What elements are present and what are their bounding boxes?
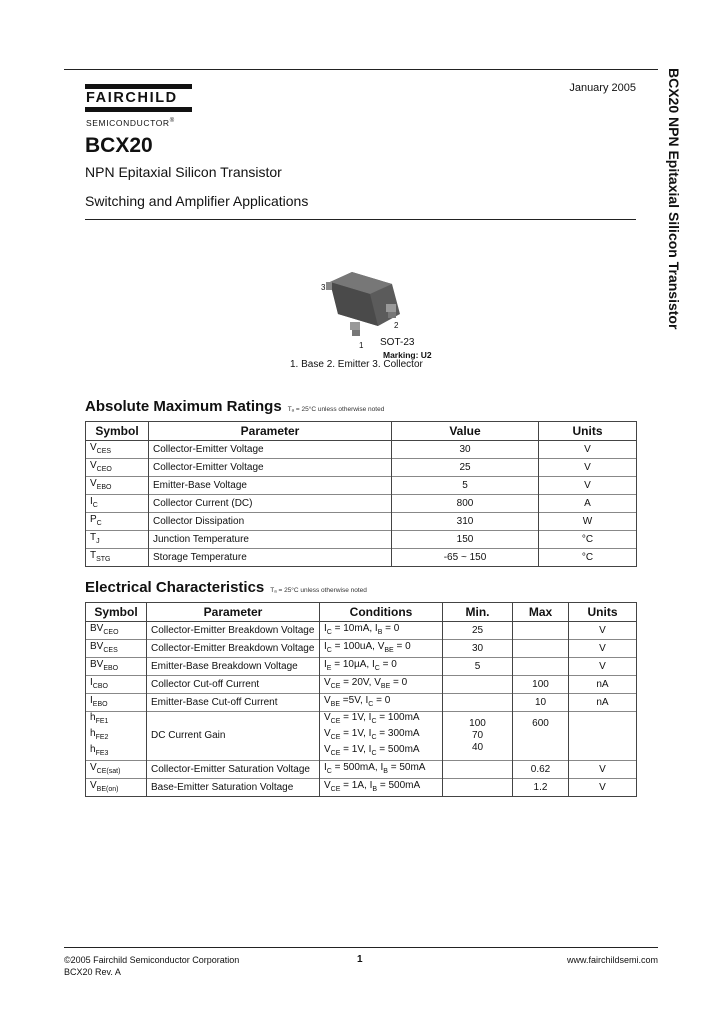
cell-units: nA bbox=[569, 694, 637, 712]
cell-units: V bbox=[569, 658, 637, 676]
cell-min: 30 bbox=[443, 640, 513, 658]
symbol: $h_{FE2}$ bbox=[90, 728, 109, 741]
footer-copyright: ©2005 Fairchild Semiconductor Corporation bbox=[64, 955, 240, 965]
page-number: 1 bbox=[357, 954, 363, 965]
cell-max bbox=[513, 622, 569, 640]
footer-revision: BCX20 Rev. A bbox=[64, 967, 121, 977]
part-number: BCX20 bbox=[85, 134, 153, 157]
cell-units: V bbox=[569, 640, 637, 658]
cell-value: -65 ~ 150 bbox=[392, 549, 539, 567]
cell-conditions: $V_{CE} = 1V$, $I_C = 100mA$ $V_{CE} = 1V$, $I_C = 300mA$ $V_{CE} = 1V$, $I_C = 500mA$ bbox=[320, 712, 443, 761]
cell-symbol bbox=[86, 441, 149, 459]
col-value: Value bbox=[392, 422, 539, 441]
symbol: $I_{EBO}$ bbox=[90, 694, 108, 708]
cell-parameter: Emitter-Base Cut-off Current bbox=[147, 694, 320, 712]
cell-units bbox=[569, 712, 637, 761]
cell-parameter: Collector Dissipation bbox=[149, 513, 392, 531]
symbol: $P_C$ bbox=[90, 513, 102, 527]
cell-units: °C bbox=[539, 549, 637, 567]
table-row bbox=[86, 640, 637, 658]
table-row bbox=[86, 622, 637, 640]
cell-units: V bbox=[539, 441, 637, 459]
cell-symbol bbox=[86, 779, 147, 797]
col-units: Units bbox=[539, 422, 637, 441]
cell-symbol bbox=[86, 676, 147, 694]
package-marking: Marking: U2 bbox=[383, 350, 432, 360]
table-row bbox=[86, 658, 637, 676]
title-rule bbox=[85, 219, 636, 220]
symbol: $I_{CBO}$ bbox=[90, 676, 108, 690]
device-applications: Switching and Amplifier Applications bbox=[85, 193, 309, 209]
cell-min: 100 70 40 bbox=[443, 712, 513, 761]
col-units: Units bbox=[569, 603, 637, 622]
cell-min bbox=[443, 761, 513, 779]
symbol: $h_{FE1}$ bbox=[90, 712, 109, 725]
cell-units: V bbox=[539, 477, 637, 495]
table-row bbox=[86, 549, 637, 567]
table-row bbox=[86, 676, 637, 694]
cell-conditions: $I_C = 10mA$, $I_B = 0$ bbox=[320, 622, 443, 640]
cell-min bbox=[443, 694, 513, 712]
col-max: Max bbox=[513, 603, 569, 622]
symbol: $V_{EBO}$ bbox=[90, 477, 112, 491]
abs-max-table bbox=[85, 421, 637, 567]
cell-parameter: Collector-Emitter Breakdown Voltage bbox=[147, 640, 320, 658]
cell-max bbox=[513, 640, 569, 658]
table-row bbox=[86, 761, 637, 779]
pin2-label: 2 bbox=[394, 321, 399, 330]
cell-parameter: Base-Emitter Saturation Voltage bbox=[147, 779, 320, 797]
cell-units: A bbox=[539, 495, 637, 513]
cell-units: °C bbox=[539, 531, 637, 549]
cell-units: V bbox=[569, 622, 637, 640]
cell-value: 800 bbox=[392, 495, 539, 513]
pin-legend: 1. Base 2. Emitter 3. Collector bbox=[290, 359, 423, 370]
cell-conditions: $V_{CE} = 1A$, $I_B = 500mA$ bbox=[320, 779, 443, 797]
table-row bbox=[86, 513, 637, 531]
cell-conditions: $V_{BE} =5V$, $I_C = 0$ bbox=[320, 694, 443, 712]
cell-conditions: $I_E = 10\mu A$, $I_C = 0$ bbox=[320, 658, 443, 676]
cell-conditions: $V_{CE} = 20V$, $V_{BE} = 0$ bbox=[320, 676, 443, 694]
cell-max: 100 bbox=[513, 676, 569, 694]
table-row bbox=[86, 459, 637, 477]
cell-symbol bbox=[86, 640, 147, 658]
cell-symbol bbox=[86, 477, 149, 495]
electrical-characteristics-table bbox=[85, 602, 637, 797]
top-rule bbox=[64, 69, 658, 70]
col-min: Min. bbox=[443, 603, 513, 622]
cell-max: 0.62 bbox=[513, 761, 569, 779]
cell-max bbox=[513, 658, 569, 676]
symbol: $BV_{CEO}$ bbox=[90, 622, 119, 636]
cell-symbol bbox=[86, 712, 147, 761]
symbol: $BV_{CES}$ bbox=[90, 640, 118, 654]
cell-units: V bbox=[569, 779, 637, 797]
abs-max-note: Tₐ = 25°C unless otherwise noted bbox=[287, 406, 385, 413]
cell-symbol bbox=[86, 459, 149, 477]
table-row bbox=[86, 694, 637, 712]
cell-min bbox=[443, 779, 513, 797]
cell-symbol bbox=[86, 761, 147, 779]
col-symbol: Symbol bbox=[86, 603, 147, 622]
cell-units: nA bbox=[569, 676, 637, 694]
symbol: $V_{CEO}$ bbox=[90, 459, 112, 473]
cell-symbol bbox=[86, 694, 147, 712]
cell-units: W bbox=[539, 513, 637, 531]
cell-max: 1.2 bbox=[513, 779, 569, 797]
cell-parameter: Collector-Emitter Saturation Voltage bbox=[147, 761, 320, 779]
symbol: $I_C$ bbox=[90, 495, 98, 509]
abs-max-title: Absolute Maximum Ratings Tₐ = 25°C unless otherwise noted bbox=[85, 398, 385, 415]
symbol: $T_{STG}$ bbox=[90, 549, 111, 563]
table-row bbox=[86, 779, 637, 797]
cell-units: V bbox=[539, 459, 637, 477]
elec-title: Electrical Characteristics Tₐ = 25°C unless otherwise noted bbox=[85, 579, 367, 596]
cell-max: 600 bbox=[513, 712, 569, 761]
pin3-label: 3 bbox=[321, 283, 326, 292]
cell-min bbox=[443, 676, 513, 694]
cell-symbol bbox=[86, 513, 149, 531]
cell-conditions: $I_C = 500mA$, $I_B = 50mA$ bbox=[320, 761, 443, 779]
device-description: NPN Epitaxial Silicon Transistor bbox=[85, 164, 282, 180]
cell-value: 5 bbox=[392, 477, 539, 495]
cell-symbol bbox=[86, 549, 149, 567]
cell-conditions: $I_C = 100uA$, $V_{BE} = 0$ bbox=[320, 640, 443, 658]
cell-max: 10 bbox=[513, 694, 569, 712]
symbol: $BV_{EBO}$ bbox=[90, 658, 119, 672]
cell-min: 25 bbox=[443, 622, 513, 640]
cell-parameter: Storage Temperature bbox=[149, 549, 392, 567]
cell-units: V bbox=[569, 761, 637, 779]
col-conditions: Conditions bbox=[320, 603, 443, 622]
table-row bbox=[86, 531, 637, 549]
cell-parameter: Emitter-Base Voltage bbox=[149, 477, 392, 495]
cell-parameter: DC Current Gain bbox=[147, 712, 320, 761]
symbol: $h_{FE3}$ bbox=[90, 744, 109, 757]
cell-parameter: Collector-Emitter Breakdown Voltage bbox=[147, 622, 320, 640]
elec-note: Tₐ = 25°C unless otherwise noted bbox=[270, 587, 367, 594]
logo-subtitle: SEMICONDUCTOR® bbox=[86, 117, 175, 128]
cell-symbol bbox=[86, 658, 147, 676]
cell-parameter: Collector Current (DC) bbox=[149, 495, 392, 513]
cell-parameter: Emitter-Base Breakdown Voltage bbox=[147, 658, 320, 676]
cell-symbol bbox=[86, 495, 149, 513]
table-row bbox=[86, 441, 637, 459]
table-row bbox=[86, 495, 637, 513]
col-symbol: Symbol bbox=[86, 422, 149, 441]
cell-parameter: Collector-Emitter Voltage bbox=[149, 441, 392, 459]
table-row bbox=[86, 712, 637, 761]
cell-parameter: Junction Temperature bbox=[149, 531, 392, 549]
symbol: $V_{BE(on)}$ bbox=[90, 779, 119, 793]
logo-wordmark: FAIRCHILD bbox=[86, 90, 178, 106]
footer-url[interactable]: www.fairchildsemi.com bbox=[566, 955, 658, 965]
symbol: $V_{CE(sat)}$ bbox=[90, 761, 121, 775]
pin1-label: 1 bbox=[359, 341, 364, 350]
footer-rule bbox=[64, 947, 658, 948]
cell-value: 150 bbox=[392, 531, 539, 549]
table-row bbox=[86, 477, 637, 495]
col-parameter: Parameter bbox=[149, 422, 392, 441]
cell-symbol bbox=[86, 622, 147, 640]
symbol: $T_J$ bbox=[90, 531, 100, 545]
cell-parameter: Collector Cut-off Current bbox=[147, 676, 320, 694]
side-title: BCX20 NPN Epitaxial Silicon Transistor bbox=[666, 68, 682, 330]
cell-parameter: Collector-Emitter Voltage bbox=[149, 459, 392, 477]
cell-value: 30 bbox=[392, 441, 539, 459]
release-date: January 2005 bbox=[569, 82, 636, 94]
package-name: SOT-23 bbox=[380, 337, 415, 348]
cell-value: 310 bbox=[392, 513, 539, 531]
col-parameter: Parameter bbox=[147, 603, 320, 622]
cell-symbol bbox=[86, 531, 149, 549]
cell-min: 5 bbox=[443, 658, 513, 676]
cell-value: 25 bbox=[392, 459, 539, 477]
symbol: $V_{CES}$ bbox=[90, 441, 112, 455]
